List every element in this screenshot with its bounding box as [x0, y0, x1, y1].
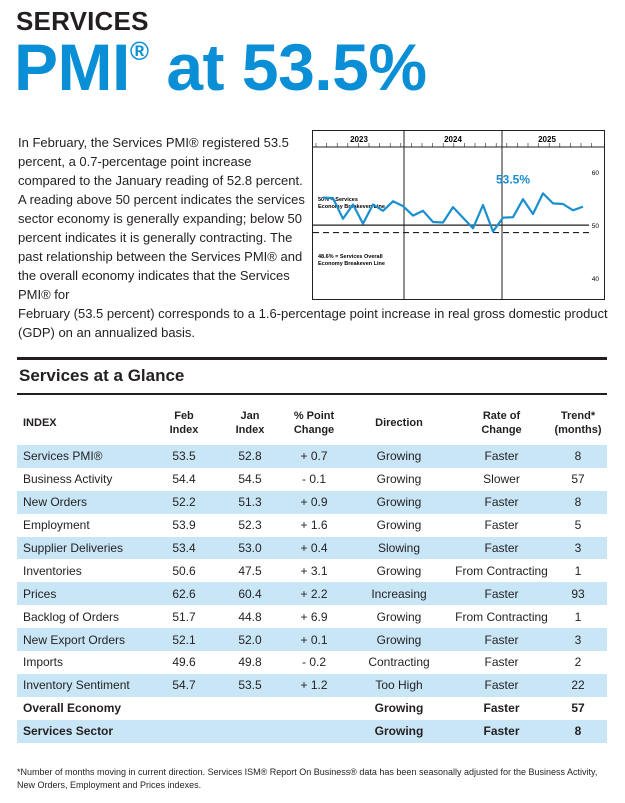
cell-rate: Slower	[483, 472, 520, 487]
cell-rate: Faster	[454, 674, 549, 697]
cell-index: Imports	[23, 655, 64, 670]
cell-jan: 51.3	[216, 491, 284, 514]
table-row	[17, 582, 607, 605]
table-row	[17, 491, 607, 514]
latest-value-label: 53.5%	[496, 172, 531, 187]
cell-feb: 54.4	[172, 472, 196, 487]
y-tick-label: 60	[591, 170, 599, 178]
services-breakeven-label: Economy Breakeven Line	[318, 204, 385, 210]
cell-jan: 53.0	[216, 537, 284, 560]
cell-change: + 0.9	[284, 491, 344, 514]
table-row	[17, 445, 607, 468]
cell-change: + 6.9	[300, 609, 328, 624]
cell-index: Services Sector	[17, 720, 152, 743]
cell-feb: 52.1	[152, 628, 216, 651]
intro-paragraph: In February, the Services PMI® registered 53.5 percent, a 0.7-percentage point increase compared to the January reading of 52.8 percent. A reading above 50 percent indicates the services sector economy is generally expanding; below 50 percent indicates it is generally contracting. The past relationship between the Services PMI® and the overall economy indicates that the Services PMI® for	[18, 135, 305, 302]
cell-jan	[216, 697, 284, 720]
cell-jan: 54.5	[238, 472, 262, 487]
cell-jan: 52.3	[238, 518, 262, 533]
cell-jan: 44.8	[238, 609, 262, 624]
cell-change: + 0.4	[284, 537, 344, 560]
cell-direction: Growing	[344, 720, 454, 743]
section-kicker: SERVICES	[16, 6, 149, 36]
cell-direction: Growing	[376, 472, 422, 487]
cell-feb: 49.6	[172, 655, 196, 670]
cell-direction: Growing	[344, 445, 454, 468]
table-row	[17, 628, 607, 651]
table-row	[17, 720, 607, 743]
cell-index: Business Activity	[23, 472, 113, 487]
cell-change	[284, 720, 344, 743]
cell-feb	[152, 697, 216, 720]
cell-index: Inventory Sentiment	[17, 674, 152, 697]
cell-index: Services PMI®	[17, 445, 152, 468]
glance-title: Services at a Glance	[19, 366, 185, 385]
cell-index: Overall Economy	[23, 701, 122, 716]
cell-jan: 49.8	[238, 655, 262, 670]
table-row	[17, 651, 607, 674]
cell-direction: Growing	[376, 609, 422, 624]
cell-trend: 8	[549, 491, 607, 514]
cell-trend: 8	[549, 445, 607, 468]
cell-jan: 60.4	[216, 582, 284, 605]
cell-feb: 50.6	[172, 563, 196, 578]
headline	[14, 30, 427, 104]
cell-trend: 1	[574, 609, 582, 624]
cell-feb	[152, 720, 216, 743]
cell-change: + 0.1	[284, 628, 344, 651]
cell-direction: Growing	[344, 628, 454, 651]
table-row	[17, 559, 607, 582]
cell-rate: Faster	[484, 655, 519, 670]
cell-rate: Faster	[454, 491, 549, 514]
footnote: *Number of months moving in current direction. Services ISM® Report On Business® data has been seasonally adjusted for the Business Activity, New Orders, Employment and Prices indexes.	[17, 767, 598, 790]
header-change: % Point Change	[293, 410, 335, 436]
glance-table	[17, 401, 607, 743]
cell-change: + 0.7	[284, 445, 344, 468]
year-label: 2023	[350, 135, 368, 144]
cell-jan: 52.8	[216, 445, 284, 468]
pmi-series-line	[323, 193, 583, 231]
table-row	[17, 537, 607, 560]
cell-jan: 53.5	[216, 674, 284, 697]
cell-index: New Export Orders	[17, 628, 152, 651]
cell-feb: 62.6	[152, 582, 216, 605]
table-row	[17, 468, 607, 491]
cell-trend: 1	[574, 563, 582, 578]
cell-direction: Growing	[376, 518, 422, 533]
cell-index: Inventories	[23, 563, 82, 578]
table-row	[17, 674, 607, 697]
year-label: 2024	[444, 135, 462, 144]
header-rate: Rate of Change	[481, 410, 522, 436]
cell-rate: Faster	[454, 537, 549, 560]
header-trend: Trend* (months)	[554, 410, 602, 436]
cell-trend: 3	[549, 628, 607, 651]
header-direction: Direction	[375, 417, 423, 429]
cell-index: Employment	[23, 518, 90, 533]
cell-trend: 57	[571, 472, 585, 487]
cell-change	[284, 697, 344, 720]
cell-index: New Orders	[17, 491, 152, 514]
cell-index: Supplier Deliveries	[17, 537, 152, 560]
header-index: INDEX	[23, 417, 57, 429]
registered-mark: ®	[129, 36, 149, 66]
cell-direction: Increasing	[344, 582, 454, 605]
cell-rate: Faster	[454, 445, 549, 468]
cell-jan	[216, 720, 284, 743]
header-feb: Feb Index	[169, 410, 199, 436]
cell-direction: Contracting	[368, 655, 430, 670]
cell-direction: Growing	[376, 563, 422, 578]
cell-feb: 54.7	[152, 674, 216, 697]
cell-feb: 51.7	[172, 609, 196, 624]
services-breakeven-label: 50% = Services	[318, 197, 358, 203]
overall-breakeven-label: 48.6% = Services Overall	[318, 254, 383, 260]
cell-rate: Faster	[484, 518, 519, 533]
cell-trend: 8	[549, 720, 607, 743]
cell-jan: 47.5	[238, 563, 262, 578]
section-rule	[17, 357, 607, 360]
cell-change: + 3.1	[300, 563, 328, 578]
table-row	[17, 697, 607, 720]
y-tick-label: 40	[591, 276, 599, 284]
cell-change: - 0.1	[301, 472, 326, 487]
cell-rate: From Contracting	[455, 609, 548, 624]
cell-feb: 53.4	[152, 537, 216, 560]
table-row	[17, 514, 607, 537]
pmi-chart-svg	[313, 131, 604, 299]
cell-trend: 2	[574, 655, 582, 670]
cell-trend: 5	[574, 518, 582, 533]
cell-feb: 53.5	[152, 445, 216, 468]
cell-change: + 2.2	[284, 582, 344, 605]
cell-rate: Faster	[483, 701, 520, 716]
year-label: 2025	[538, 135, 556, 144]
table-row	[17, 605, 607, 628]
cell-direction: Slowing	[344, 537, 454, 560]
cell-jan: 52.0	[216, 628, 284, 651]
cell-feb: 52.2	[152, 491, 216, 514]
cell-direction: Growing	[374, 701, 424, 716]
cell-rate: Faster	[454, 720, 549, 743]
cell-trend: 57	[571, 701, 585, 716]
cell-trend: 22	[549, 674, 607, 697]
y-tick-label: 50	[591, 223, 599, 231]
cell-change: + 1.2	[284, 674, 344, 697]
pmi-chart	[312, 130, 605, 300]
cell-trend: 3	[549, 537, 607, 560]
cell-index: Prices	[17, 582, 152, 605]
headline-rest: at 53.5%	[148, 30, 427, 104]
cell-change: - 0.2	[301, 655, 326, 670]
table-rule	[17, 393, 607, 395]
cell-index: Backlog of Orders	[23, 609, 120, 624]
table-header-row	[17, 401, 607, 445]
cell-rate: Faster	[454, 582, 549, 605]
cell-direction: Growing	[344, 491, 454, 514]
cell-trend: 93	[549, 582, 607, 605]
cell-direction: Too High	[344, 674, 454, 697]
cell-feb: 53.9	[172, 518, 196, 533]
intro-paragraph-tail: February (53.5 percent) corresponds to a 1.6-percentage point increase in real gross domestic product (GDP) on an annualized basis.	[18, 306, 608, 340]
headline-main: PMI	[14, 30, 130, 104]
cell-rate: Faster	[454, 628, 549, 651]
cell-change: + 1.6	[300, 518, 328, 533]
cell-rate: From Contracting	[455, 563, 548, 578]
header-jan: Jan Index	[235, 410, 265, 436]
overall-breakeven-label: Economy Breakeven Line	[318, 261, 385, 267]
